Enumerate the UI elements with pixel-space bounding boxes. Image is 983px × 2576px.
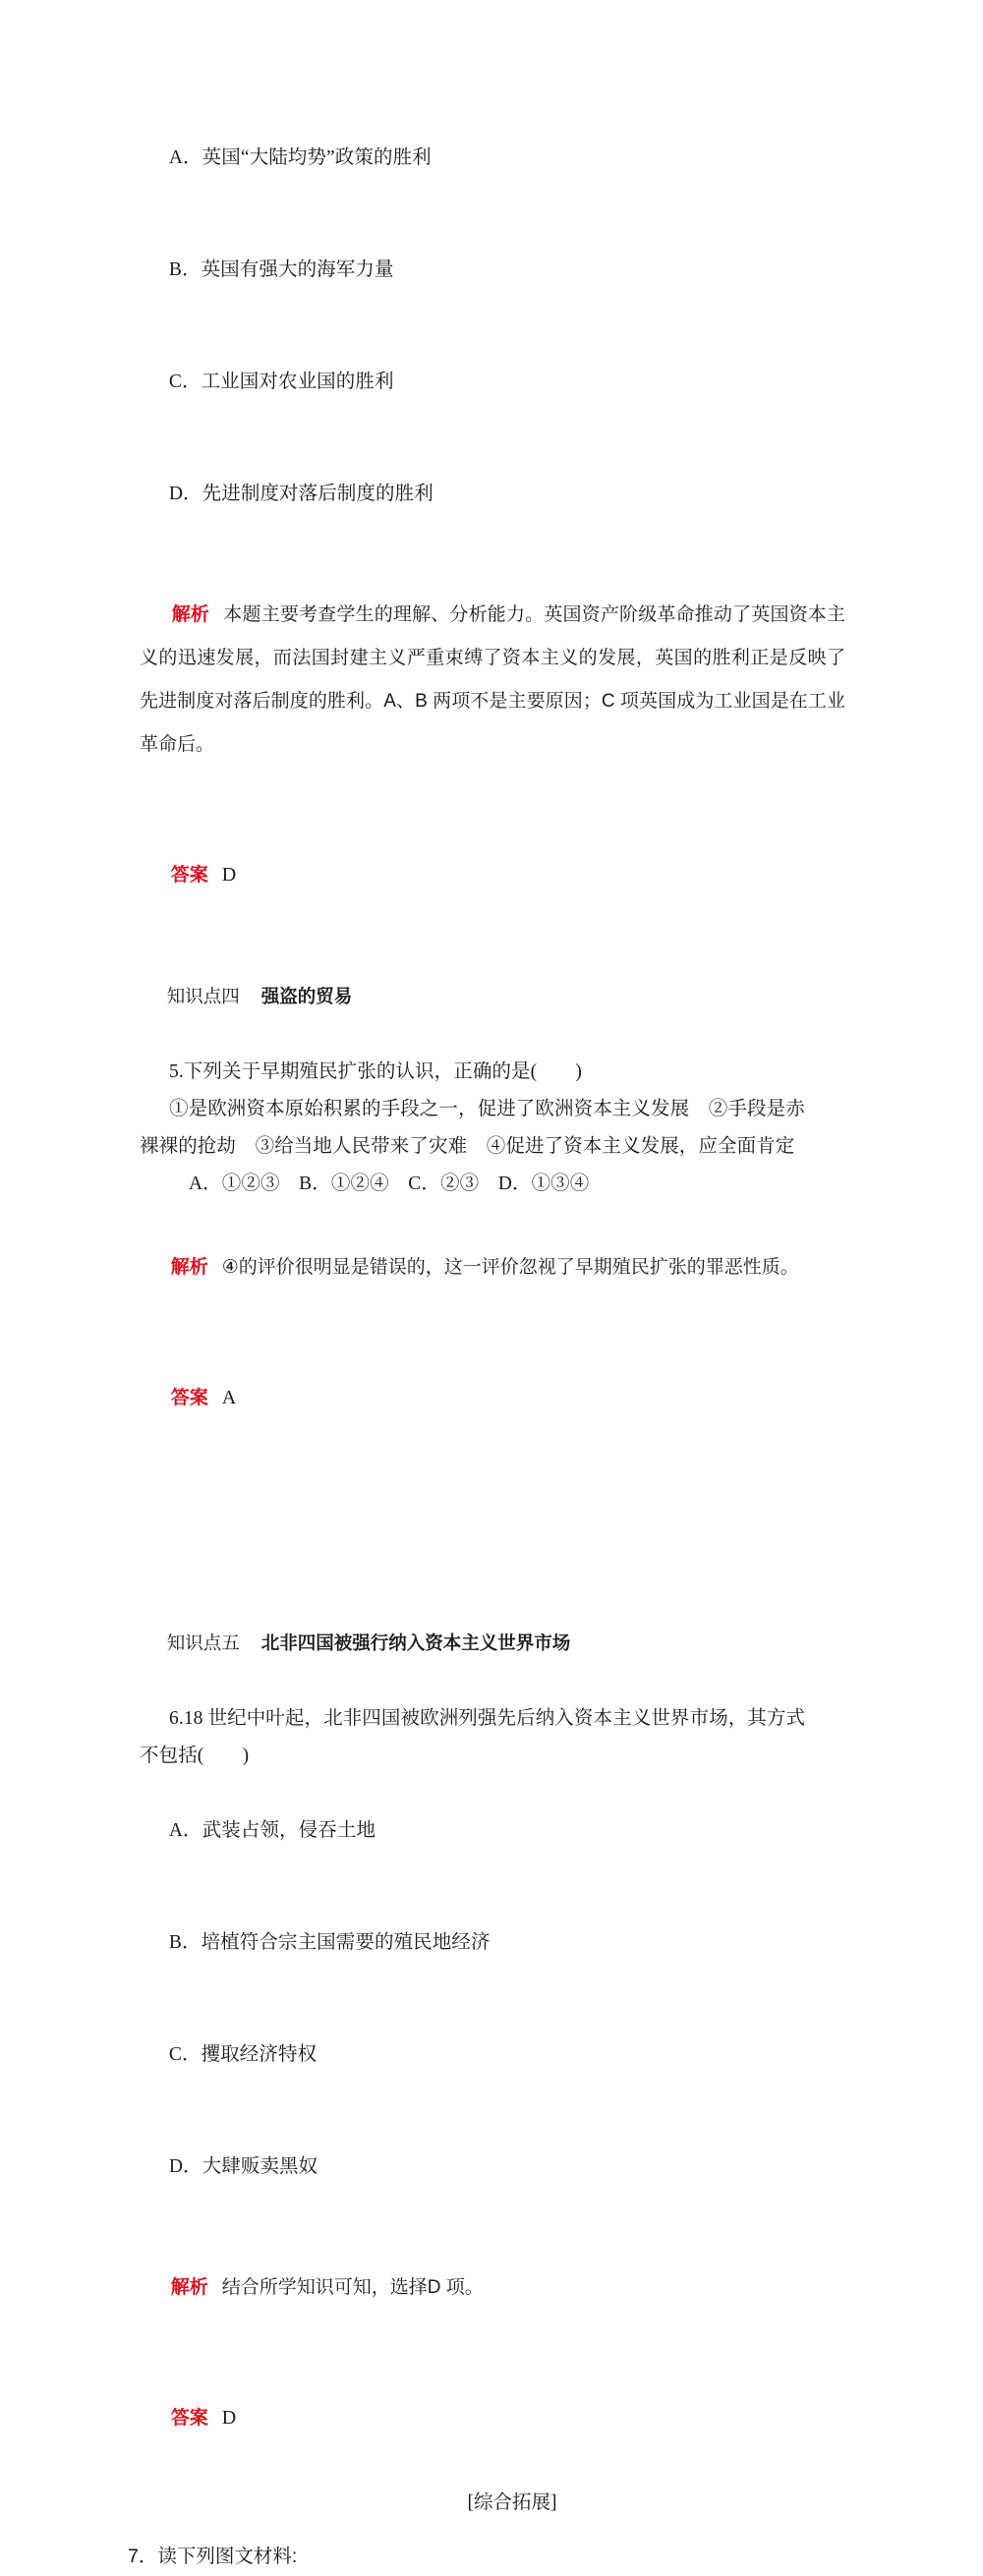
question-stem: 5.下列关于早期殖民扩张的认识，正确的是( ) <box>169 1061 583 1082</box>
option-text: 英国“大陆均势”政策的胜利 <box>202 147 432 168</box>
option-text: 英国有强大的海军力量 <box>201 259 394 280</box>
option-text: 攫取经济特权 <box>201 2044 318 2065</box>
analysis-text: 结合所学知识可知，选择D 项。 <box>221 2277 484 2298</box>
option-row <box>140 2111 845 2223</box>
answer-label: 答案 <box>170 1388 208 1408</box>
option-row <box>140 1887 845 1999</box>
knowledge-point-label: 知识点五 <box>166 1634 240 1654</box>
option-letter: C． <box>168 2044 202 2065</box>
section-tag: [综合拓展] <box>467 2492 557 2513</box>
question-statements-line: ①是欧洲资本原始积累的手段之一，促进了欧洲资本主义发展 ②手段是赤 <box>169 1099 805 1119</box>
question-stem: 7．读下列图文材料: <box>128 2546 298 2567</box>
knowledge-point-label: 知识点四 <box>166 988 240 1007</box>
knowledge-point-heading <box>140 941 845 1054</box>
option-row <box>140 214 845 326</box>
knowledge-point-heading <box>140 1587 845 1700</box>
analysis-text: ④的评价很明显是错误的，这一评价忽视了早期殖民扩张的罪恶性质。 <box>221 1257 799 1278</box>
answer-block <box>140 810 845 941</box>
option-row <box>140 438 845 550</box>
option-letter: A． <box>168 1820 202 1841</box>
question-stem: 6.18 世纪中叶起，北非四国被欧洲列强先后纳入资本主义世界市场，其方式 <box>169 1708 806 1729</box>
analysis-label: 解析 <box>170 2277 208 2298</box>
analysis-label: 解析 <box>170 1257 208 1278</box>
analysis-text: 本题主要考查学生的理解、分析能力。英国资产阶级革命推动了英国资本主义的迅速发展，而法国封建主义严重束缚了资本主义的发展，英国的胜利正是反映了先进制度对落后制度的胜利。A、B 两项不是主要原因；C 项英国成为工业国是在工业革命后。 <box>140 604 845 755</box>
option-text: 先进制度对落后制度的胜利 <box>202 484 434 504</box>
option-letter: C． <box>168 372 202 392</box>
analysis-block <box>140 2223 845 2353</box>
option-letter: D． <box>168 2156 202 2177</box>
section-spacer <box>140 1463 845 1587</box>
analysis-label: 解析 <box>171 604 210 625</box>
knowledge-point-title: 北非四国被强行纳入资本主义世界市场 <box>260 1632 571 1653</box>
option-row <box>140 326 845 438</box>
option-letter: A． <box>168 147 202 168</box>
option-row <box>140 1775 845 1887</box>
answer-label: 答案 <box>170 865 208 886</box>
answer-block <box>140 2353 845 2484</box>
option-row <box>140 1999 845 2111</box>
answer-value: D <box>221 2407 237 2429</box>
option-letter: B． <box>168 1932 202 1953</box>
page-content <box>128 102 845 2576</box>
option-row <box>140 102 845 214</box>
option-letter: D． <box>168 484 202 504</box>
answer-value: D <box>221 864 237 886</box>
option-text: 大肆贩卖黑奴 <box>202 2156 318 2177</box>
question-statements-line: 裸裸的抢劫 ③给当地人民带来了灾难 ④促进了资本主义发展，应全面肯定 <box>140 1136 795 1157</box>
analysis-block <box>140 1203 845 1333</box>
option-text: 培植符合宗主国需要的殖民地经济 <box>201 1932 491 1953</box>
option-text: 武装占领，侵吞土地 <box>202 1820 376 1841</box>
answer-block <box>140 1333 845 1463</box>
question-stem-continued: 不包括( ) <box>140 1746 250 1766</box>
answer-label: 答案 <box>170 2408 208 2429</box>
knowledge-point-title: 强盗的贸易 <box>260 986 353 1006</box>
analysis-block <box>140 550 845 810</box>
question-options-line: A．①②③ B．①②④ C．②③ D．①③④ <box>189 1174 590 1194</box>
option-letter: B． <box>168 259 202 280</box>
answer-value: A <box>221 1387 237 1408</box>
option-text: 工业国对农业国的胜利 <box>201 372 394 392</box>
